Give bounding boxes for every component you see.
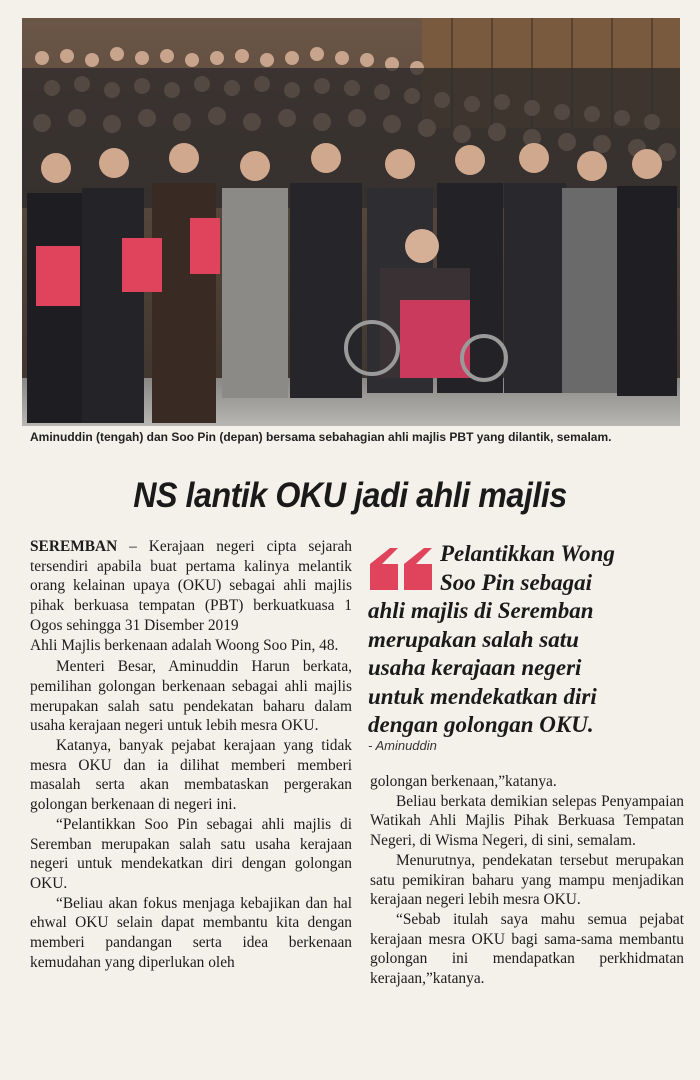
paragraph-5: “Pelantikkan Soo Pin sebagai ahli majlis di Seremban merupakan salah satu usaha kerajaan negeri untuk mendekatkan diri dengan golongan OKU. bbox=[30, 815, 352, 892]
pull-quote-line: Soo Pin sebagai bbox=[440, 569, 593, 595]
dateline: SEREMBAN bbox=[30, 538, 118, 555]
group-photo bbox=[22, 18, 680, 426]
article-column-left bbox=[30, 537, 352, 972]
group-photo-illustration bbox=[22, 18, 680, 426]
pull-quote-line: dengan golongan OKU. bbox=[368, 712, 594, 737]
paragraph-4: Katanya, banyak pejabat kerajaan yang tidak mesra OKU dan ia dilihat memberi memberi masalah serta akan membataskan pergerakan golongan berkenaan di negeri ini. bbox=[30, 737, 352, 814]
pull-quote-line: Pelantikkan Wong bbox=[440, 541, 615, 566]
paragraph-6: “Beliau akan fokus menjaga kebajikan dan hal ehwal OKU selain dapat membantu kita dengan memberi pandangan serta idea berkenaan kemudahan yang diperlukan oleh bbox=[30, 894, 352, 971]
pull-quote-author: - Aminuddin bbox=[368, 737, 437, 753]
lead-text: – Kerajaan negeri cipta sejarah tersendiri apabila buat pertama kalinya melantik orang kelainan upaya (OKU) sebagai ahli majlis pihak berkuasa tempatan (PBT) berkuatkuasa 1 Ogos sehingga 31 Disember 2019 bbox=[30, 538, 352, 634]
paragraph-9: Menurutnya, pendekatan tersebut merupakan satu pemikiran baharu yang mampu menjadikan kerajaan negeri lebih mesra OKU. bbox=[370, 851, 684, 909]
pull-quote-line: usaha kerajaan negeri bbox=[368, 655, 582, 680]
pull-quote-line: untuk mendekatkan diri bbox=[368, 683, 597, 709]
paragraph-10: “Sebab itulah saya mahu semua pejabat kerajaan mesra OKU bagi sama-sama membantu golongan ini mendapatkan perkhidmatan kerajaan,”katanya. bbox=[370, 910, 684, 988]
paragraph-3: Menteri Besar, Aminuddin Harun berkata, pemilihan golongan berkenaan sebagai ahli majlis merupakan salah satu pendekatan baharu dalam usaha kerajaan negeri untuk lebih mesra OKU. bbox=[30, 658, 352, 735]
quote-marks-icon bbox=[368, 546, 434, 590]
pull-quote-line: ahli majlis di Seremban bbox=[368, 598, 594, 623]
headline: NS lantik OKU jadi ahli majlis bbox=[133, 476, 567, 515]
paragraph-7: golongan berkenaan,”katanya. bbox=[370, 773, 557, 790]
photo-caption: Aminuddin (tengah) dan Soo Pin (depan) bersama sebahagian ahli majlis PBT yang dilantik, semalam. bbox=[30, 430, 612, 444]
paragraph-2: Ahli Majlis berkenaan adalah Woong Soo Pin, 48. bbox=[30, 636, 339, 654]
paragraph-8: Beliau berkata demikian selepas Penyampaian Watikah Ahli Majlis Pihak Berkuasa Tempatan Negeri, di Wisma Negeri, di sini, semalam. bbox=[370, 792, 684, 850]
article-column-right bbox=[370, 772, 684, 989]
pull-quote bbox=[368, 540, 688, 753]
pull-quote-line: merupakan salah satu bbox=[368, 626, 579, 652]
lead-paragraph bbox=[30, 537, 352, 636]
